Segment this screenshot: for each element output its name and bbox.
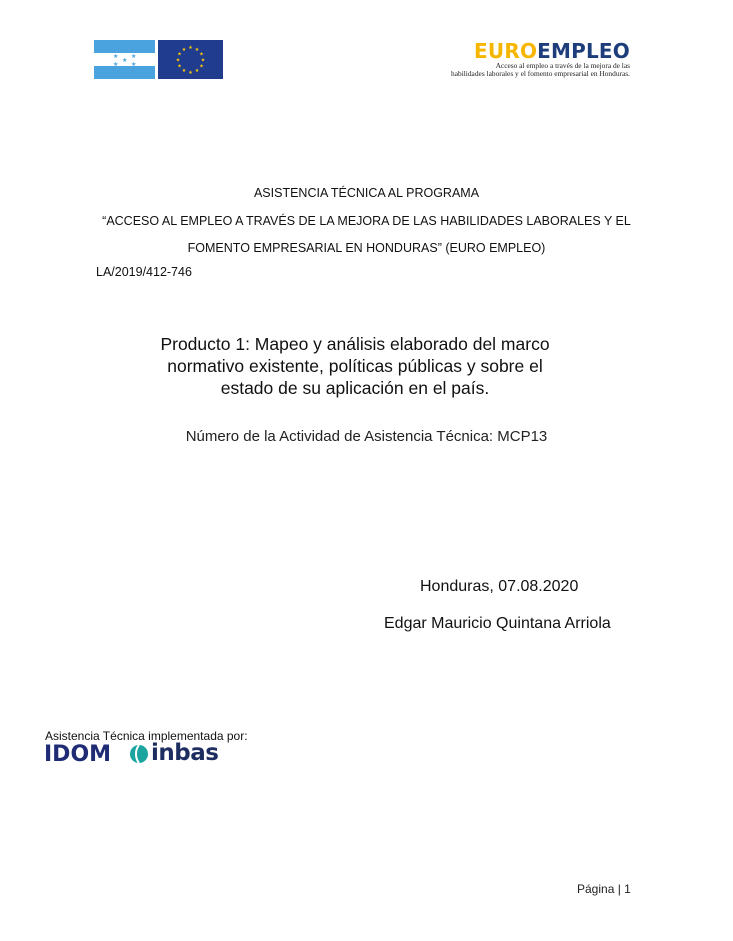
- logo-euro: EURO: [474, 39, 538, 63]
- svg-text:★: ★: [199, 51, 204, 58]
- euroempleo-logo: [420, 40, 630, 78]
- implemented-by-label: Asistencia Técnica implementada por:: [45, 729, 248, 743]
- svg-text:★: ★: [113, 61, 119, 68]
- svg-text:★: ★: [188, 70, 193, 76]
- svg-text:★: ★: [113, 53, 119, 60]
- svg-text:★: ★: [188, 45, 193, 51]
- svg-text:★: ★: [177, 51, 182, 58]
- reference-code: LA/2019/412-746: [96, 265, 192, 279]
- inbas-drop-icon: [129, 742, 149, 764]
- svg-text:★: ★: [181, 47, 187, 53]
- svg-text:★: ★: [194, 47, 200, 53]
- svg-text:★: ★: [175, 57, 181, 64]
- place-date: Honduras, 07.08.2020: [420, 578, 579, 595]
- product-title-line-1: Producto 1: Mapeo y análisis elaborado del marco: [160, 334, 550, 354]
- program-heading-line-1: ASISTENCIA TÉCNICA AL PROGRAMA: [253, 186, 480, 200]
- euroempleo-wordmark: [420, 40, 630, 62]
- svg-text:★: ★: [200, 57, 206, 64]
- logo-tagline-2: habilidades laborales y el fomento empresarial en Honduras.: [451, 69, 630, 78]
- svg-text:★: ★: [131, 53, 137, 60]
- svg-text:★: ★: [131, 61, 137, 68]
- svg-text:★: ★: [181, 68, 187, 74]
- eu-flag-icon: [158, 40, 223, 79]
- honduras-flag-icon: [94, 40, 155, 79]
- product-title: [120, 333, 590, 399]
- program-heading-line-2: “ACCESO AL EMPLEO A TRAVÉS DE LA MEJORA DE LAS HABILIDADES LABORALES Y EL: [102, 214, 631, 228]
- author-name: Edgar Mauricio Quintana Arriola: [384, 615, 611, 632]
- logo-empleo: EMPLEO: [537, 39, 630, 63]
- page-number: Página | 1: [577, 882, 631, 896]
- svg-text:★: ★: [122, 57, 128, 64]
- svg-text:★: ★: [199, 63, 204, 70]
- svg-text:★: ★: [177, 63, 182, 70]
- idom-logo: IDOM: [44, 742, 112, 767]
- inbas-logo: [129, 740, 218, 766]
- product-title-line-2: normativo existente, políticas públicas y sobre el: [167, 356, 543, 376]
- activity-number: Número de la Actividad de Asistencia Técnica: MCP13: [185, 428, 548, 445]
- inbas-wordmark: inbas: [151, 740, 219, 766]
- logo-tagline-1: Acceso al empleo a través de la mejora de las: [495, 61, 630, 70]
- svg-text:★: ★: [194, 68, 200, 74]
- product-title-line-3: estado de su aplicación en el país.: [220, 378, 490, 398]
- program-heading-line-3: FOMENTO EMPRESARIAL EN HONDURAS” (EURO EMPLEO): [187, 241, 546, 255]
